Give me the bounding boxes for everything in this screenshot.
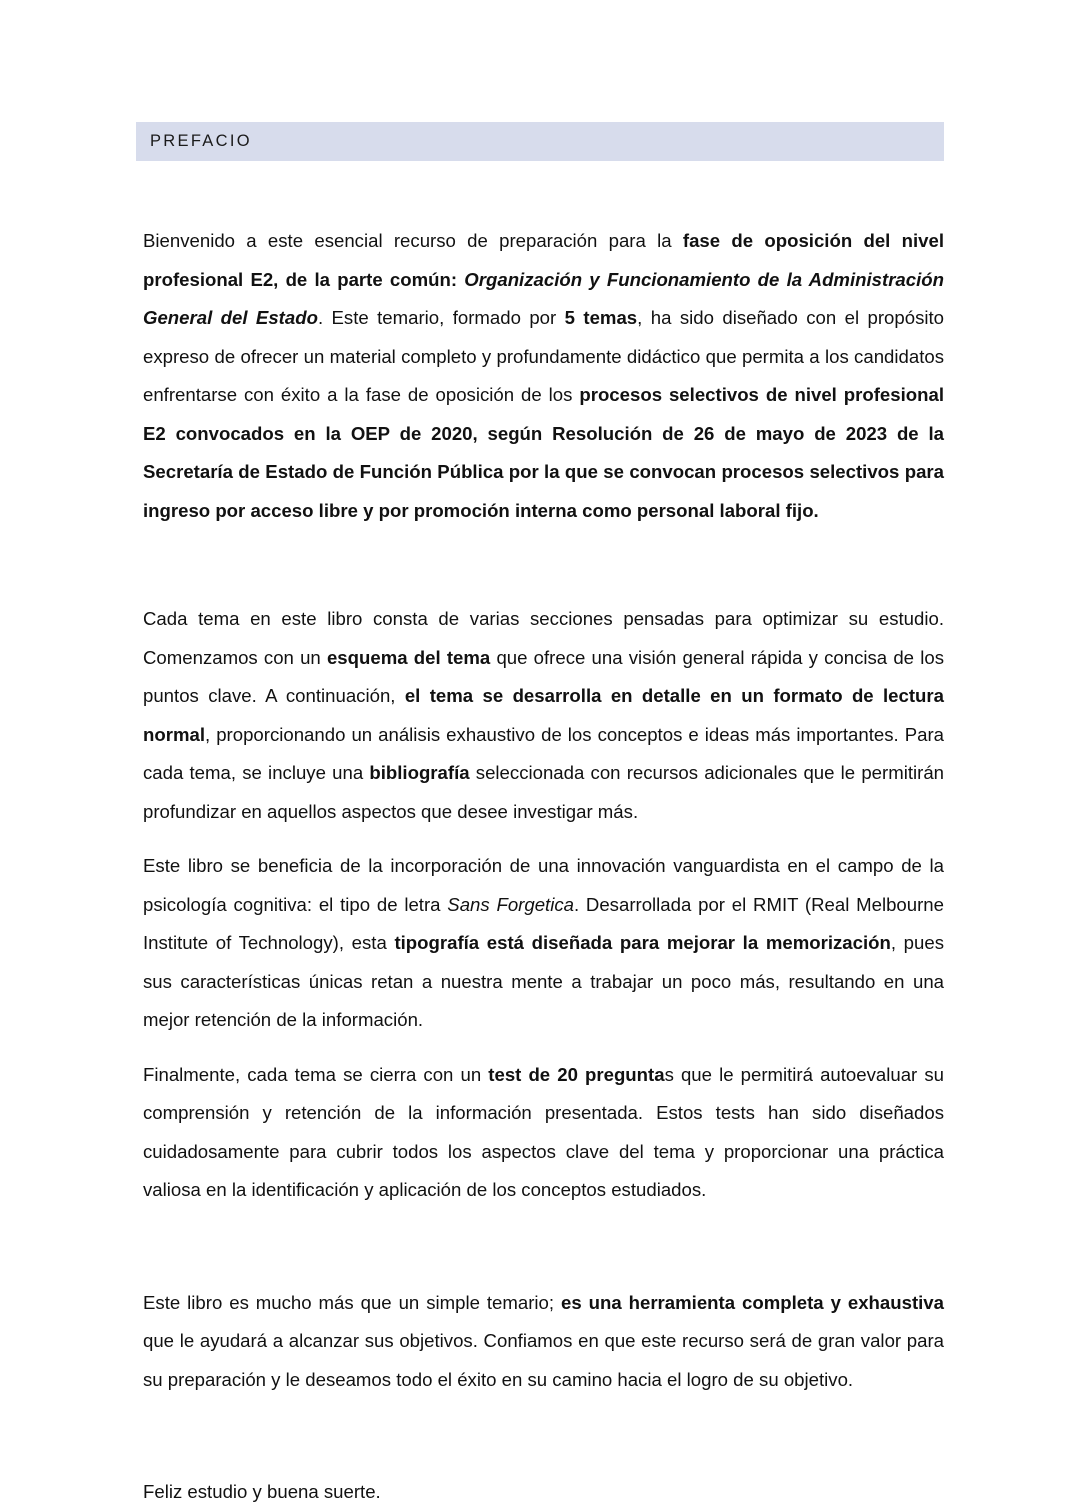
intro-bold-resolucion: procesos selectivos de nivel profesional E2 convocados en la OEP de 2020, según Resolución de 26 de mayo de 2023 de la Secretaría de Estado de Función Pública por la que se convocan procesos selectivos para ingreso por acceso libre y por promoción interna como personal laboral fijo. xyxy=(143,384,944,521)
sections-text-1: Cada tema en este libro consta de varias secciones pensadas para optimizar su estudio. Comenzamos con un xyxy=(143,608,944,668)
sections-text-3: , proporcionando un análisis exhaustivo de los conceptos e ideas más importantes. Para cada tema, se incluye una xyxy=(143,723,944,783)
closing-text-2: que le ayudará a alcanzar sus objetivos. Confiamos en que este recurso será de gran valor para su preparación y le deseamos todo el éxito en su camino hacia el logro de su objetivo. xyxy=(143,1330,944,1390)
tests-text-1: Finalmente, cada tema se cierra con un xyxy=(143,1063,489,1085)
document-body xyxy=(143,222,944,1512)
intro-text-1: Bienvenido a este esencial recurso de preparación para la xyxy=(143,230,683,251)
sections-text-2: que ofrece una visión general rápida y concisa de los puntos clave. A continuación, xyxy=(143,646,944,706)
section-heading-prefacio xyxy=(136,122,944,161)
intro-bold-temas: 5 temas xyxy=(564,307,638,328)
typography-text-1: Este libro se beneficia de la incorporación de una innovación vanguardista en el campo de la psicología cognitiva: el tipo de letra xyxy=(143,855,944,915)
intro-text-3: , ha sido diseñado con el propósito expreso de ofrecer un material completo y profundamente didáctico que permita a los candidatos enfrentarse con éxito a la fase de oposición de los xyxy=(143,307,945,405)
tests-text-2: s que le permitirá autoevaluar su comprensión y retención de la información presentada. Estos tests han sido diseñados cuidadosamente para cubrir todos los aspectos clave del tema y proporcionar una práctica valiosa en la identificación y aplicación de los conceptos estudiados. xyxy=(143,1063,944,1200)
paragraph-sections xyxy=(143,600,944,831)
sections-bold-desarrollo: el tema se desarrolla en detalle en un formato de lectura normal xyxy=(143,685,944,745)
sections-text-4: seleccionada con recursos adicionales que le permitirán profundizar en aquellos aspectos que desee investigar más. xyxy=(143,762,944,822)
typography-italic-fontname: Sans Forgetica xyxy=(447,893,574,915)
intro-text-2: . Este temario, formado por xyxy=(317,307,565,328)
tests-bold-preguntas: test de 20 pregunta xyxy=(488,1063,665,1085)
paragraph-farewell: Feliz estudio y buena suerte. xyxy=(143,1481,381,1502)
closing-bold-herramienta: es una herramienta completa y exhaustiva xyxy=(561,1291,944,1313)
paragraph-typography xyxy=(143,847,944,1040)
typography-text-2: . Desarrollada por el RMIT (Real Melbourne Institute of Technology), esta xyxy=(143,893,944,953)
paragraph-closing xyxy=(143,1284,944,1400)
sections-bold-esquema: esquema del tema xyxy=(326,646,491,668)
sections-bold-bibliografia: bibliografía xyxy=(369,762,470,783)
typography-text-3: , pues sus características únicas retan a nuestra mente a trabajar un poco más, resultando en una mejor retención de la información. xyxy=(143,932,944,1030)
closing-text-1: Este libro es mucho más que un simple temario; xyxy=(143,1291,561,1313)
intro-bold-1: fase de oposición del nivel profesional E2, de la parte común: xyxy=(143,230,944,290)
paragraph-intro xyxy=(143,222,944,530)
paragraph-tests xyxy=(143,1056,944,1210)
section-heading-label: PREFACIO xyxy=(150,132,252,150)
intro-bold-italic-title: Organización y Funcionamiento de la Administración General del Estado xyxy=(143,268,944,328)
typography-bold-memorizacion: tipografía está diseñada para mejorar la memorización xyxy=(394,932,891,953)
